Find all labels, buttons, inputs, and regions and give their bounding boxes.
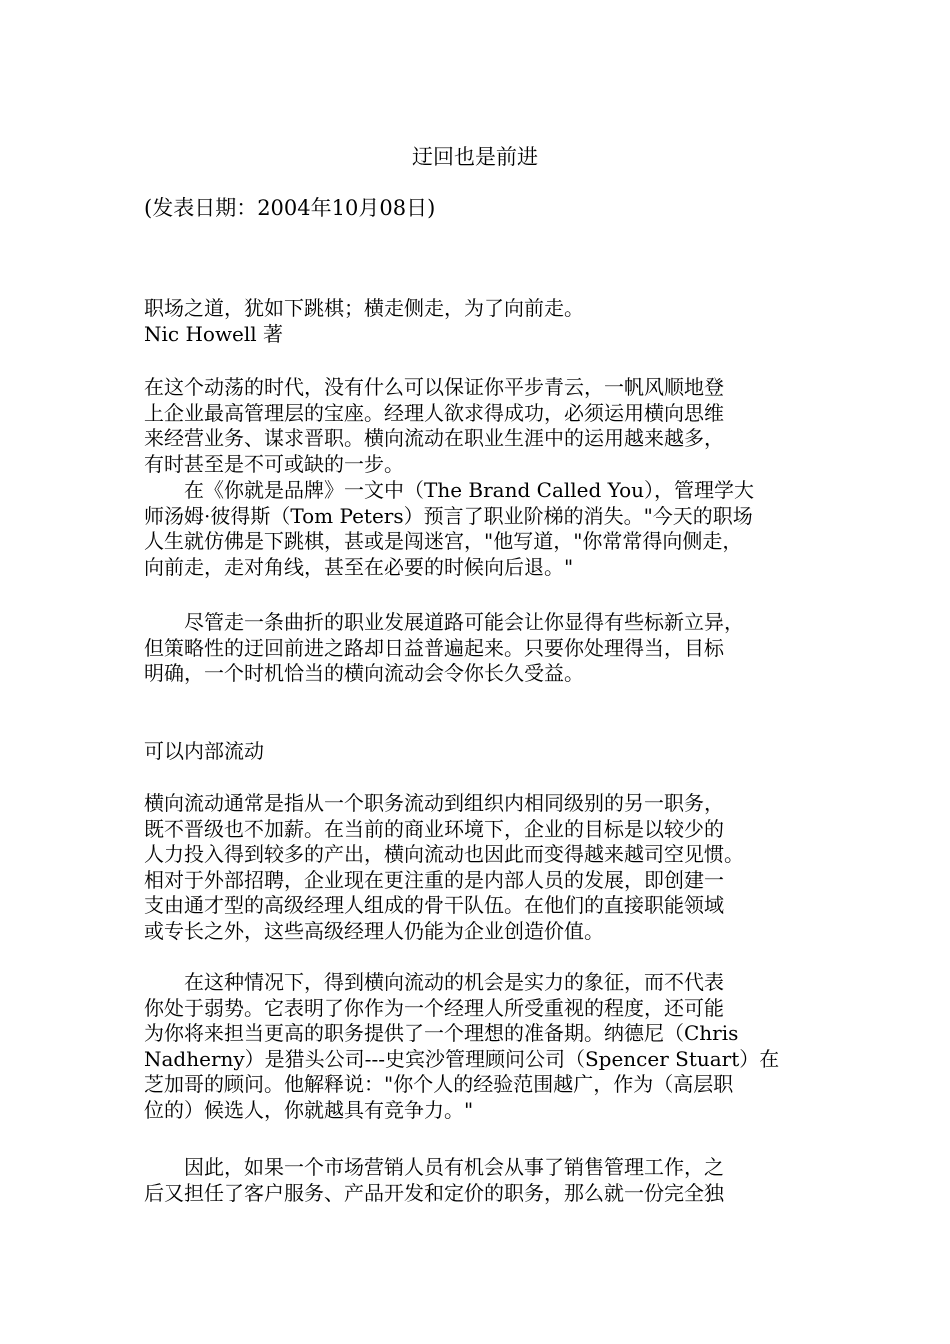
section-heading: 可以内部流动: [144, 739, 264, 763]
paragraph-line: 你处于弱势。它表明了你作为一个经理人所受重视的程度，还可能: [144, 995, 724, 1020]
paragraph-line: 来经营业务、谋求晋职。横向流动在职业生涯中的运用越来越多，: [144, 426, 724, 450]
paragraph-line: 芝加哥的顾问。他解释说："你个人的经验范围越广，作为（高层职: [144, 1072, 734, 1096]
subtitle-block: [144, 296, 816, 347]
paragraph-line: 横向流动通常是指从一个职务流动到组织内相同级别的另一职务，: [144, 791, 724, 815]
paragraph-line: 因此，如果一个市场营销人员有机会从事了销售管理工作，之: [144, 1155, 724, 1179]
paragraph-line: 既不晋级也不加薪。在当前的商业环境下，企业的目标是以较少的: [144, 816, 724, 841]
paragraph-line: 或专长之外，这些高级经理人仍能为企业创造价值。: [144, 918, 604, 943]
paragraph-5: [144, 970, 816, 1123]
publish-date: (发表日期：2004年10月08日): [144, 196, 436, 220]
paragraph-line: 为你将来担当更高的职务提供了一个理想的准备期。纳德尼（Chris: [144, 1021, 739, 1045]
paragraph-line: 在《你就是品牌》一文中（The Brand Called You），管理学大: [144, 478, 755, 502]
subtitle-line: 职场之道，犹如下跳棋；横走侧走，为了向前走。: [144, 296, 584, 320]
paragraph-line: 在这个动荡的时代，没有什么可以保证你平步青云，一帆风顺地登: [144, 375, 724, 399]
paragraph-line: 人力投入得到较多的产出，横向流动也因此而变得越来越司空见惯。: [144, 842, 744, 866]
paragraph-line: 支由通才型的高级经理人组成的骨干队伍。在他们的直接职能领域: [144, 893, 724, 917]
author-line: Nic Howell 著: [144, 321, 284, 346]
paragraph-line: 但策略性的迂回前进之路却日益普遍起来。只要你处理得当，目标: [144, 635, 724, 660]
paragraph-line: 师汤姆·彼得斯（Tom Peters）预言了职业阶梯的消失。"今天的职场: [144, 503, 753, 528]
paragraph-line: 位的）候选人，你就越具有竞争力。": [144, 1097, 474, 1122]
paragraph-line: 在这种情况下，得到横向流动的机会是实力的象征，而不代表: [144, 970, 724, 994]
paragraph-line: 明确，一个时机恰当的横向流动会令你长久受益。: [144, 661, 584, 685]
paragraph-line: 上企业最高管理层的宝座。经理人欲求得成功，必须运用横向思维: [144, 400, 724, 425]
document-title: 迂回也是前进: [412, 145, 538, 169]
paragraph-line: 尽管走一条曲折的职业发展道路可能会让你显得有些标新立异，: [144, 610, 744, 634]
paragraph-line: 后又担任了客户服务、产品开发和定价的职务，那么就一份完全独: [144, 1180, 724, 1205]
paragraph-line: 有时甚至是不可或缺的一步。: [144, 451, 404, 476]
paragraph-line: Nadherny）是猎头公司---史宾沙管理顾问公司（Spencer Stuart）在: [144, 1046, 780, 1071]
paragraph-line: 相对于外部招聘，企业现在更注重的是内部人员的发展，即创建一: [144, 867, 724, 892]
paragraph-line: 向前走，走对角线，甚至在必要的时候向后退。": [144, 554, 574, 579]
paragraph-6: [144, 1155, 816, 1206]
paragraph-4: [144, 791, 816, 944]
paragraph-1: [144, 375, 816, 477]
paragraph-3: [144, 610, 816, 687]
paragraph-line: 人生就仿佛是下跳棋，甚或是闯迷宫，"他写道，"你常常得向侧走，: [144, 529, 743, 553]
paragraph-2: [144, 478, 816, 580]
